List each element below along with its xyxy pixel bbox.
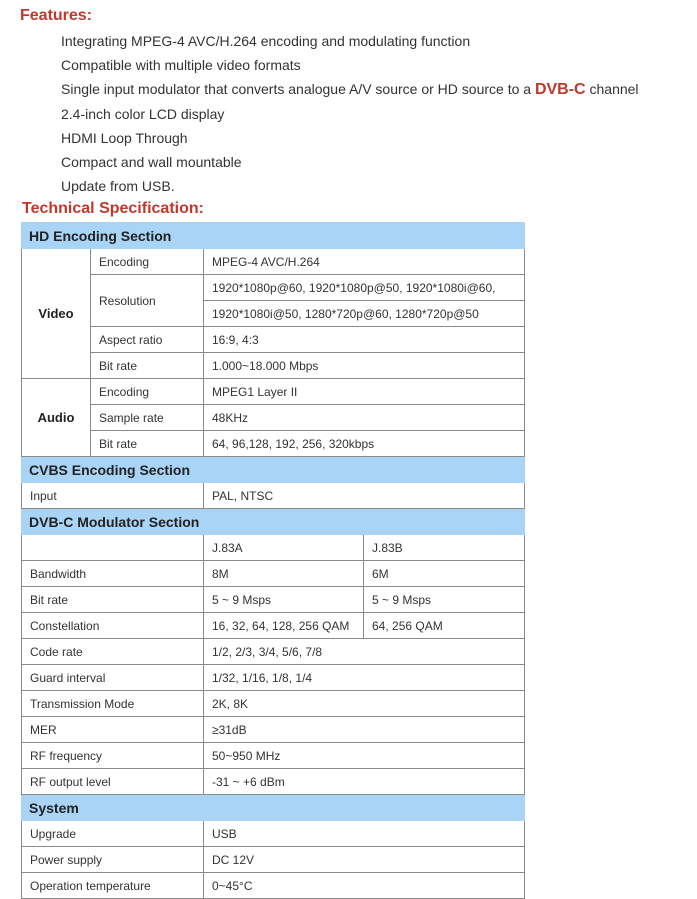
row-label: Bandwidth (22, 561, 204, 587)
feature-item: Compact and wall mountable (61, 154, 242, 170)
row-value: 48KHz (204, 405, 525, 431)
table-row (22, 535, 525, 561)
table-row (22, 353, 525, 379)
row-label: Bit rate (91, 353, 204, 379)
row-label: Power supply (22, 847, 204, 873)
row-value: 1/32, 1/16, 1/8, 1/4 (204, 665, 525, 691)
table-row (22, 327, 525, 353)
row-label: Sample rate (91, 405, 204, 431)
table-row (22, 587, 525, 613)
feature-item: HDMI Loop Through (61, 130, 188, 146)
row-label: RF output level (22, 769, 204, 795)
row-label: Guard interval (22, 665, 204, 691)
table-row (22, 743, 525, 769)
table-row (22, 431, 525, 457)
row-value: 1920*1080i@50, 1280*720p@60, 1280*720p@50 (204, 301, 525, 327)
spec-heading: Technical Specification: (22, 200, 204, 217)
table-row (22, 769, 525, 795)
row-value-b: 5 ~ 9 Msps (364, 587, 525, 613)
row-value: MPEG1 Layer II (204, 379, 525, 405)
row-label: Code rate (22, 639, 204, 665)
section-header-hd: HD Encoding Section (22, 223, 525, 249)
table-row (22, 379, 525, 405)
features-heading: Features: (20, 7, 93, 24)
group-label-audio: Audio (22, 379, 91, 457)
table-row (22, 821, 525, 847)
row-value: 1/2, 2/3, 3/4, 5/6, 7/8 (204, 639, 525, 665)
table-row (22, 613, 525, 639)
table-row (22, 665, 525, 691)
column-header-b: J.83B (364, 535, 525, 561)
table-row (22, 717, 525, 743)
row-label: Upgrade (22, 821, 204, 847)
row-label: Bit rate (22, 587, 204, 613)
row-label: Bit rate (91, 431, 204, 457)
section-header-cvbs: CVBS Encoding Section (22, 457, 525, 483)
row-label: Encoding (91, 379, 204, 405)
row-value: ≥31dB (204, 717, 525, 743)
feature-suffix: channel (589, 81, 639, 97)
section-header-dvbc: DVB-C Modulator Section (22, 509, 525, 535)
spec-table (21, 222, 525, 899)
row-value-a: 8M (204, 561, 364, 587)
table-row (22, 691, 525, 717)
table-row (22, 847, 525, 873)
section-row (22, 509, 525, 535)
row-label (22, 535, 204, 561)
row-value: 2K, 8K (204, 691, 525, 717)
row-value-b: 6M (364, 561, 525, 587)
table-row (22, 561, 525, 587)
row-label: MER (22, 717, 204, 743)
row-label: Aspect ratio (91, 327, 204, 353)
table-row (22, 249, 525, 275)
row-value: 0~45°C (204, 873, 525, 899)
row-value: 1.000~18.000 Mbps (204, 353, 525, 379)
row-value: 1920*1080p@60, 1920*1080p@50, 1920*1080i@60, (204, 275, 525, 301)
table-row (22, 639, 525, 665)
feature-highlight: DVB-C (534, 81, 586, 98)
feature-item: Update from USB. (61, 178, 175, 194)
row-label: Transmission Mode (22, 691, 204, 717)
row-value-b: 64, 256 QAM (364, 613, 525, 639)
column-header-a: J.83A (204, 535, 364, 561)
row-label: Input (22, 483, 204, 509)
table-row (22, 405, 525, 431)
group-label-video: Video (22, 249, 91, 379)
section-row (22, 457, 525, 483)
row-label: Resolution (91, 275, 204, 327)
table-row (22, 275, 525, 301)
row-value: USB (204, 821, 525, 847)
row-label: RF frequency (22, 743, 204, 769)
row-label: Operation temperature (22, 873, 204, 899)
feature-item: Integrating MPEG-4 AVC/H.264 encoding and modulating function (61, 33, 471, 49)
section-row (22, 795, 525, 821)
row-value-a: 16, 32, 64, 128, 256 QAM (204, 613, 364, 639)
row-value: 50~950 MHz (204, 743, 525, 769)
row-value: -31 ~ +6 dBm (204, 769, 525, 795)
row-value: DC 12V (204, 847, 525, 873)
table-row (22, 483, 525, 509)
row-value-a: 5 ~ 9 Msps (204, 587, 364, 613)
feature-item: 2.4-inch color LCD display (61, 106, 225, 122)
section-header-system: System (22, 795, 525, 821)
row-value: 64, 96,128, 192, 256, 320kbps (204, 431, 525, 457)
feature-text: Single input modulator that converts analogue A/V source or HD source to a (61, 81, 532, 97)
table-row (22, 873, 525, 899)
row-value: MPEG-4 AVC/H.264 (204, 249, 525, 275)
feature-item (61, 81, 639, 99)
row-label: Encoding (91, 249, 204, 275)
row-value: PAL, NTSC (204, 483, 525, 509)
section-row (22, 223, 525, 249)
row-label: Constellation (22, 613, 204, 639)
row-value: 16:9, 4:3 (204, 327, 525, 353)
feature-item: Compatible with multiple video formats (61, 57, 301, 73)
